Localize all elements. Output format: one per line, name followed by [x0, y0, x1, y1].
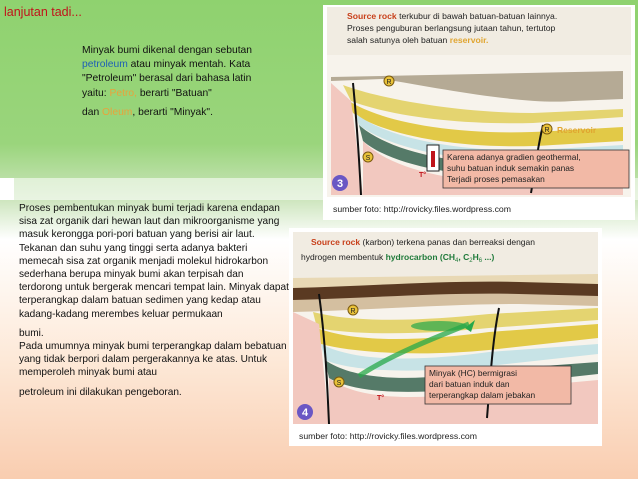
note-line: terperangkap dalam jebakan — [429, 390, 536, 400]
note-line: Terjadi proses pemasakan — [447, 174, 545, 184]
intro-line — [82, 87, 292, 101]
intro-line — [82, 58, 292, 72]
marker-label: R — [350, 308, 356, 315]
term-petroleum: petroleum — [82, 59, 128, 71]
marker-label: S — [336, 380, 342, 387]
figure-2-diagram — [289, 228, 602, 446]
body-paragraph-1-end: bumi. — [19, 327, 44, 339]
body-paragraph-2-end: petroleum ini dilakukan pengeboran. — [19, 386, 182, 398]
legend-reservoir-label: Reservoir — [557, 125, 597, 135]
temperature-label: T° — [377, 395, 385, 402]
figure-source: sumber foto: http://rovicky.files.wordpress.com — [299, 431, 477, 441]
intro-text: yaitu: — [82, 87, 110, 99]
marker-label: R — [386, 79, 392, 86]
body-paragraph-2: Pada umumnya minyak bumi terperangkap dalam bebatuan yang tidak berpori dalam pergerakannya ke atas. Untuk memperoleh minyak bumi atau — [19, 341, 287, 379]
figure-source-rock-burial — [323, 5, 635, 220]
figure-source: sumber foto: http://rovicky.files.wordpress.com — [333, 204, 511, 214]
caption-line: Source rock (karbon) terkena panas dan berreaksi dengan — [311, 237, 535, 247]
note-line: Karena adanya gradien geothermal, — [447, 152, 581, 162]
intro-line — [82, 106, 292, 120]
body-paragraphs — [19, 202, 289, 399]
marker-label: S — [365, 155, 371, 162]
figure-number: 3 — [336, 178, 344, 190]
caption-line: hydrogen membentuk hydrocarbon ($CH_4$, $C_2H_6$ ...) — [301, 252, 495, 264]
term-petro: Petro, — [109, 87, 137, 99]
temperature-label: T° — [419, 172, 427, 179]
intro-text: dan — [82, 106, 103, 118]
caption-line: Source rock terkubur di bawah batuan-batuan lainnya. — [347, 11, 558, 21]
intro-line: Minyak bumi dikenal dengan sebutan — [82, 45, 253, 56]
thermometer-fill — [431, 151, 435, 167]
slide-heading: lanjutan tadi... — [4, 5, 82, 19]
intro-text: berarti "Batuan" — [136, 87, 212, 99]
intro-line: "Petroleum" berasal dari bahasa latin — [82, 73, 252, 85]
left-tab-marker — [0, 178, 14, 200]
note-line: dari batuan induk dan — [429, 379, 510, 389]
intro-text: , berarti "Minyak". — [132, 106, 213, 118]
body-paragraph-1: Proses pembentukan minyak bumi terjadi karena endapan sisa zat organik dari hewan laut dan mikroorganisme yang masuk kerongga pori-pori batuan yang berisi air laut. Tekanan dan suhu yang tinggi serta adanya bakteri memecah sisa zat organik menjadi molekul hidrokarbon sederhana berupa minyak bumi akan terpisah dan terdorong untuk bergerak mencari tempat lain. Minyak dapat terperangkap dalam batuan sedimen yang kedap atau kadang-kadang merembes keluar permukaan — [19, 203, 289, 320]
note-line: Minyak (HC) bermigrasi — [429, 368, 517, 378]
caption-line: Proses penguburan berlangsung jutaan tahun, tertutop — [347, 23, 556, 33]
figure-hydrocarbon-migration — [289, 228, 602, 446]
figure-1-diagram — [323, 5, 635, 220]
figure-number: 4 — [301, 407, 309, 419]
note-line: suhu batuan induk semakin panas — [447, 163, 575, 173]
term-oleum: Oleum — [102, 106, 133, 118]
marker-label: R — [544, 127, 550, 134]
intro-text: atau minyak mentah. Kata — [127, 59, 251, 71]
trapped-oil — [411, 321, 467, 331]
intro-paragraph — [82, 44, 292, 120]
caption-line: salah satunya oleh batuan reservoir. — [347, 35, 489, 45]
